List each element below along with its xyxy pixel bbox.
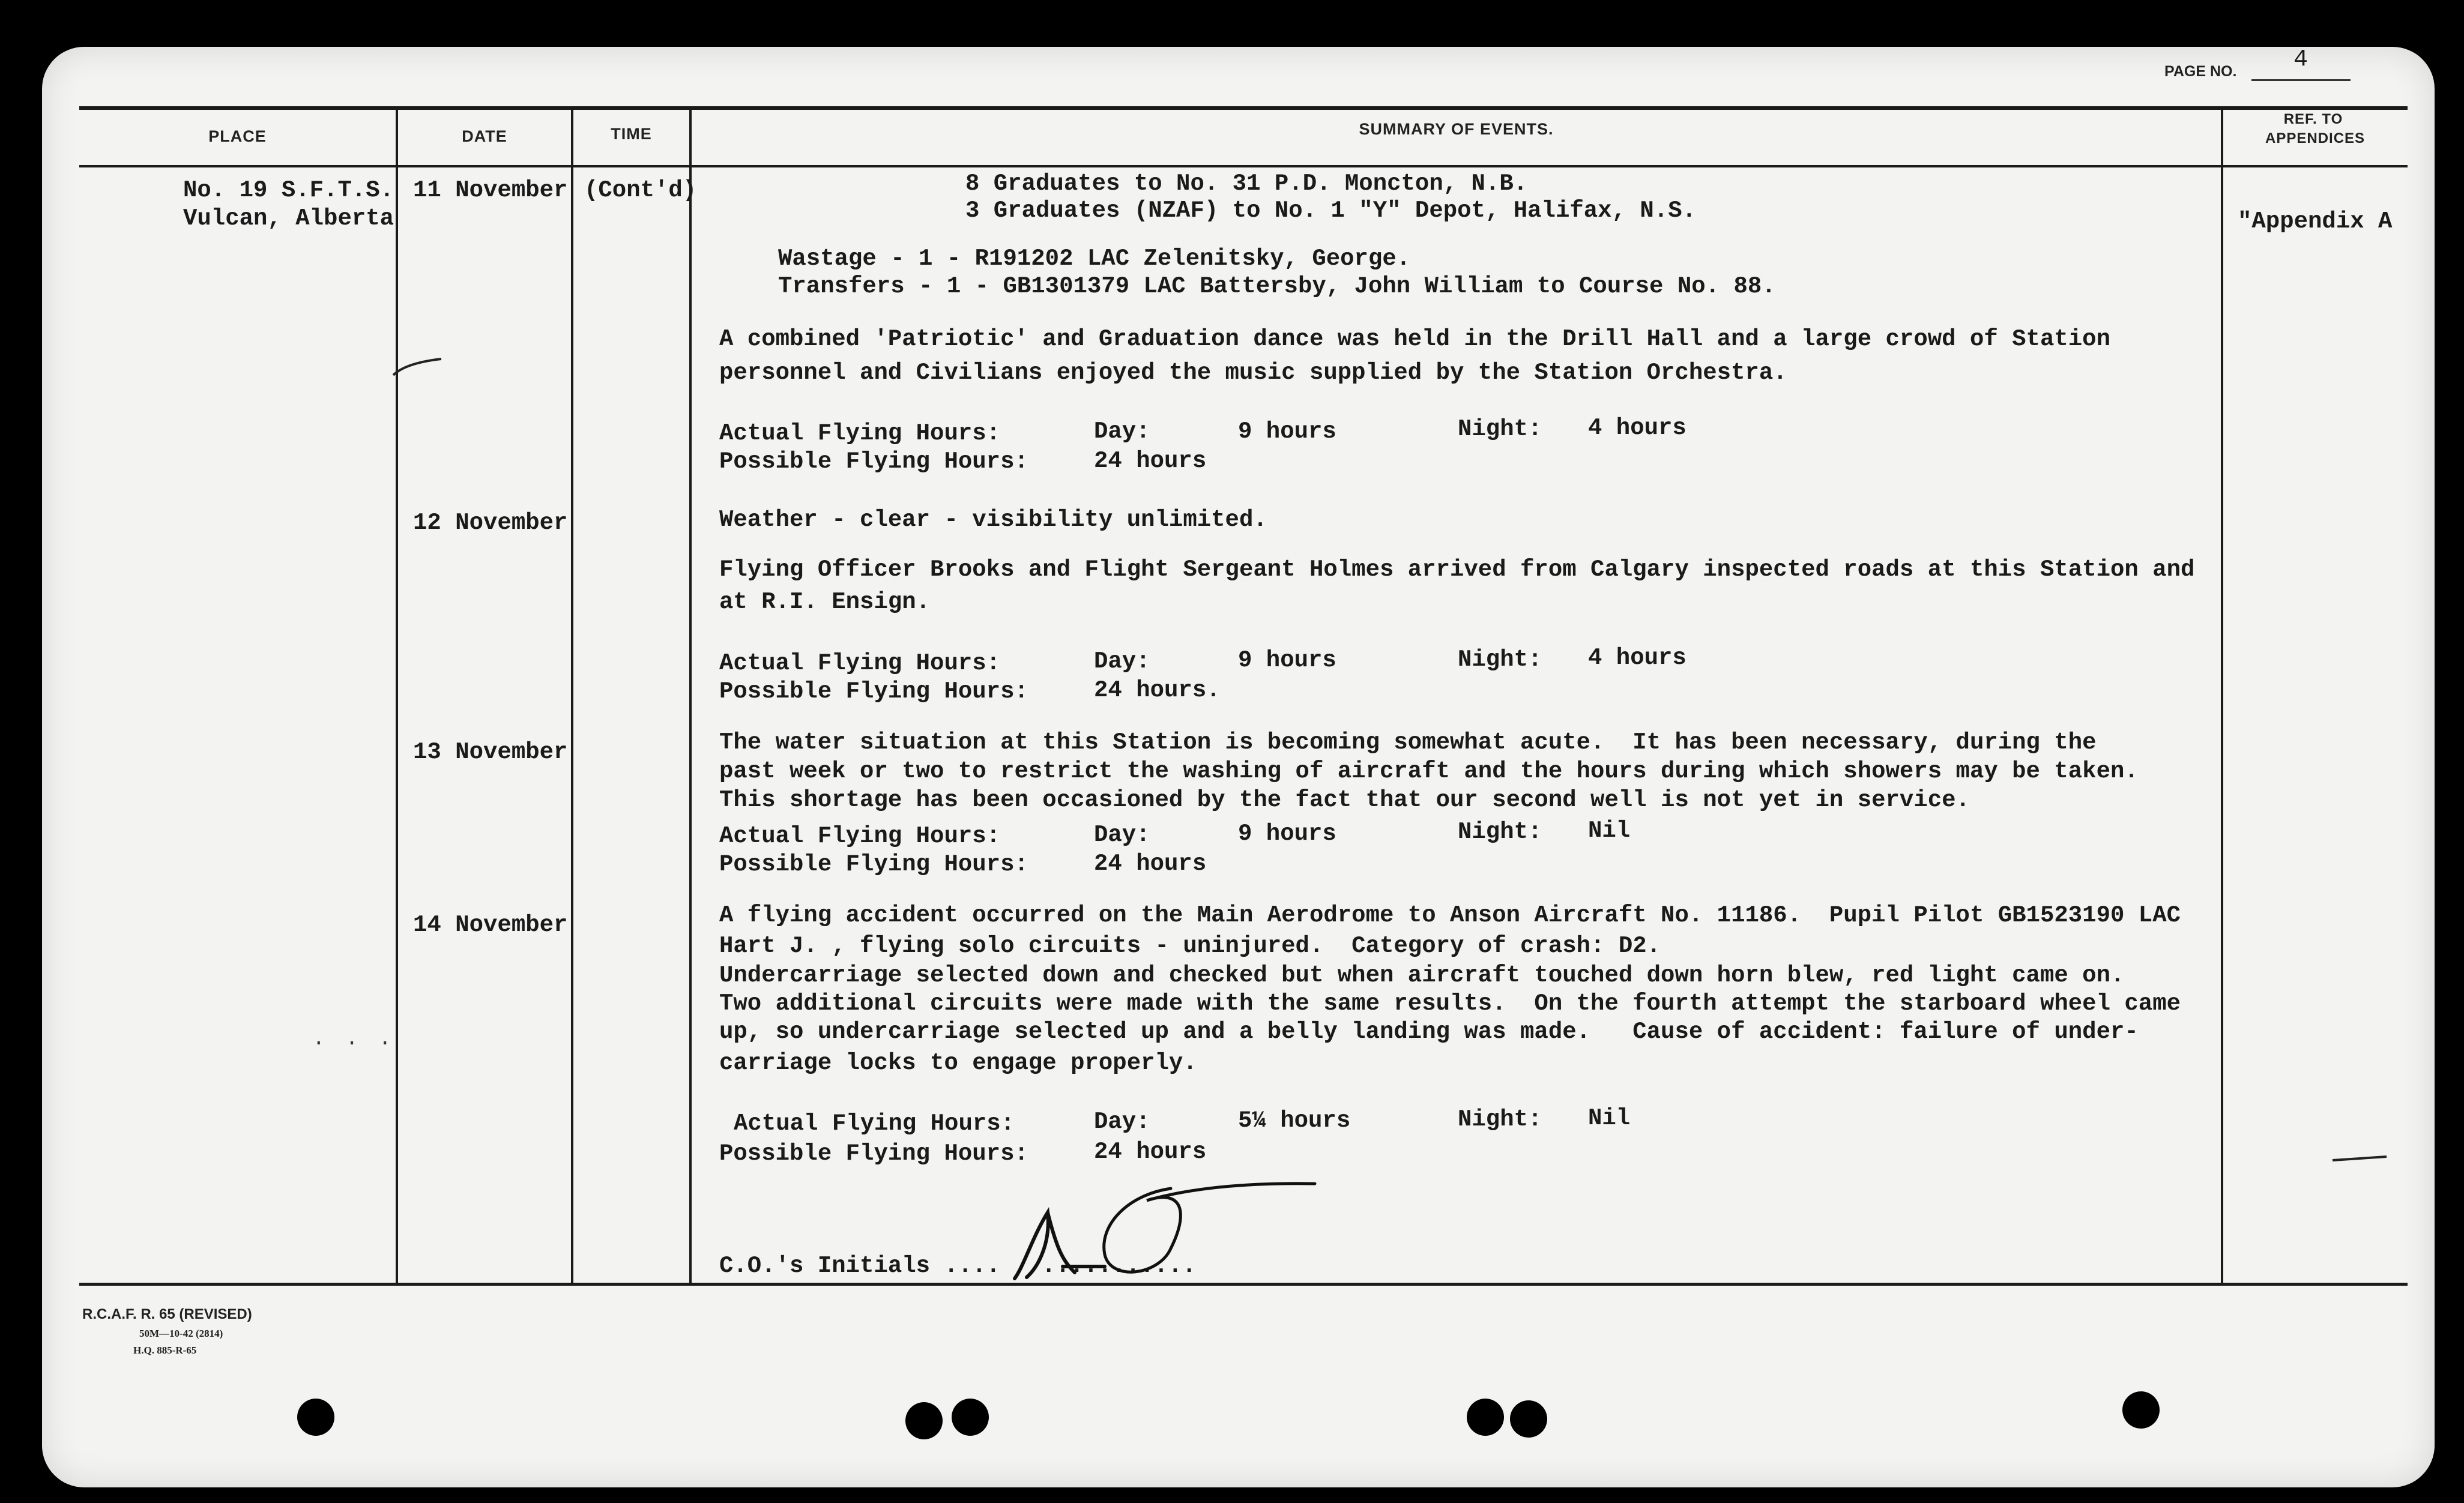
nov14-line-5: up, so undercarriage selected up and a belly landing was made. Cause of accident: failure of under- (719, 1019, 2139, 1045)
margin-tick-mark (390, 354, 444, 378)
nov14-day-label: Day: (1094, 1109, 1150, 1135)
stray-dots-left: . . . (312, 1026, 396, 1051)
nov11-night-label: Night: (1458, 416, 1542, 442)
form-number: R.C.A.F. R. 65 (REVISED) (82, 1306, 252, 1322)
nov12-weather: Weather - clear - visibility unlimited. (719, 507, 1267, 533)
nov14-night-label: Night: (1458, 1106, 1542, 1133)
nov11-possible-value: 24 hours (1094, 448, 1207, 474)
nov12-possible-label: Possible Flying Hours: (719, 678, 1028, 705)
nov11-actual-label: Actual Flying Hours: (719, 420, 1001, 447)
punch-hole-1 (297, 1399, 334, 1436)
co-signature (991, 1176, 1327, 1291)
nov11-possible-label: Possible Flying Hours: (719, 448, 1028, 475)
col-header-time: TIME (611, 125, 652, 143)
nov12-possible-value: 24 hours. (1094, 677, 1221, 703)
table-top-rule (79, 106, 2408, 110)
page-no-underline (2251, 79, 2351, 81)
punch-hole-5 (1510, 1400, 1547, 1438)
punch-hole-2 (905, 1402, 943, 1439)
punch-hole-6 (2122, 1391, 2160, 1429)
col-divider-summary-ref (2221, 108, 2223, 1285)
appendix-a-reference: "Appendix A (2238, 208, 2393, 235)
nov12-day-label: Day: (1094, 648, 1150, 675)
co-initials-label: C.O.'s Initials .... (719, 1253, 1001, 1279)
form-print-run: 50M—10-42 (2814) (139, 1328, 223, 1339)
nov14-line-3: Undercarriage selected down and checked but when aircraft touched down horn blew, red light came on. (719, 962, 2125, 989)
nov12-night-value: 4 hours (1588, 645, 1686, 671)
nov12-night-label: Night: (1458, 646, 1542, 673)
col-header-date: DATE (462, 127, 507, 145)
nov14-line-6: carriage locks to engage properly. (719, 1050, 1197, 1076)
col-divider-place-date (396, 108, 398, 1285)
nov11-transfers: Transfers - 1 - GB1301379 LAC Battersby, John William to Course No. 88. (778, 273, 1776, 300)
nov11-day-value: 9 hours (1238, 418, 1336, 445)
nov11-dance-1: A combined 'Patriotic' and Graduation dance was held in the Drill Hall and a large crowd of Station (719, 326, 2110, 352)
col-header-summary: SUMMARY OF EVENTS. (1359, 120, 1554, 138)
nov13-day-value: 9 hours (1238, 821, 1336, 847)
col-header-ref: REF. TO APPENDICES (2265, 111, 2366, 146)
page-no-label: PAGE NO. (2164, 63, 2237, 80)
co-initials-trailing-dots: ........... (1042, 1253, 1197, 1279)
nov12-line-2: at R.I. Ensign. (719, 589, 931, 615)
nov13-night-value: Nil (1588, 818, 1631, 844)
date-14-november: 14 November (413, 912, 568, 938)
date-12-november: 12 November (413, 510, 568, 536)
date-13-november: 13 November (413, 739, 568, 765)
nov11-graduates-2: 3 Graduates (NZAF) to No. 1 "Y" Depot, Halifax, N.S. (965, 197, 1696, 224)
nov11-wastage: Wastage - 1 - R191202 LAC Zelenitsky, George. (778, 245, 1411, 272)
place-line-2: Vulcan, Alberta (183, 205, 394, 232)
nov14-line-2: Hart J. , flying solo circuits - uninjured. Category of crash: D2. (719, 933, 1661, 959)
nov13-actual-label: Actual Flying Hours: (719, 823, 1001, 849)
nov11-night-value: 4 hours (1588, 415, 1686, 441)
nov12-line-1: Flying Officer Brooks and Flight Sergeant Holmes arrived from Calgary inspected roads at this Station and (719, 556, 2195, 583)
time-contd: (Cont'd) (584, 177, 697, 203)
col-divider-time-summary (689, 108, 692, 1285)
col-divider-date-time (571, 108, 573, 1285)
nov14-line-4: Two additional circuits were made with the same results. On the fourth attempt the starboard wheel came (719, 990, 2181, 1017)
page-no-value: 4 (2293, 46, 2308, 73)
nov13-possible-label: Possible Flying Hours: (719, 851, 1028, 878)
header-bottom-rule (79, 165, 2408, 167)
place-line-1: No. 19 S.F.T.S. (183, 177, 394, 203)
right-margin-mark (2330, 1149, 2390, 1167)
nov12-actual-label: Actual Flying Hours: (719, 650, 1001, 676)
nov13-day-label: Day: (1094, 822, 1150, 848)
nov13-line-2: past week or two to restrict the washing of aircraft and the hours during which showers may be taken. (719, 758, 2139, 785)
col-header-place: PLACE (208, 127, 267, 145)
nov12-day-value: 9 hours (1238, 647, 1336, 673)
date-11-november: 11 November (413, 177, 568, 203)
punch-hole-3 (952, 1399, 989, 1436)
form-hq-reference: H.Q. 885-R-65 (133, 1345, 197, 1356)
nov14-possible-label: Possible Flying Hours: (719, 1140, 1028, 1167)
nov13-line-3: This shortage has been occasioned by the fact that our second well is not yet in service. (719, 787, 1970, 813)
nov14-line-1: A flying accident occurred on the Main Aerodrome to Anson Aircraft No. 11186. Pupil Pilot GB1523190 LAC (719, 902, 2181, 929)
nov11-dance-2: personnel and Civilians enjoyed the music supplied by the Station Orchestra. (719, 360, 1787, 386)
nov13-night-label: Night: (1458, 819, 1542, 845)
nov14-day-value: 5¼ hours (1238, 1107, 1351, 1134)
nov13-line-1: The water situation at this Station is becoming somewhat acute. It has been necessary, during the (719, 729, 2097, 756)
nov11-graduates-1: 8 Graduates to No. 31 P.D. Moncton, N.B. (965, 170, 1528, 197)
nov13-possible-value: 24 hours (1094, 851, 1207, 877)
punch-hole-4 (1467, 1399, 1504, 1436)
nov14-possible-value: 24 hours (1094, 1139, 1207, 1165)
nov14-actual-label: Actual Flying Hours: (734, 1110, 1015, 1137)
nov11-day-label: Day: (1094, 418, 1150, 445)
nov14-night-value: Nil (1588, 1105, 1631, 1131)
